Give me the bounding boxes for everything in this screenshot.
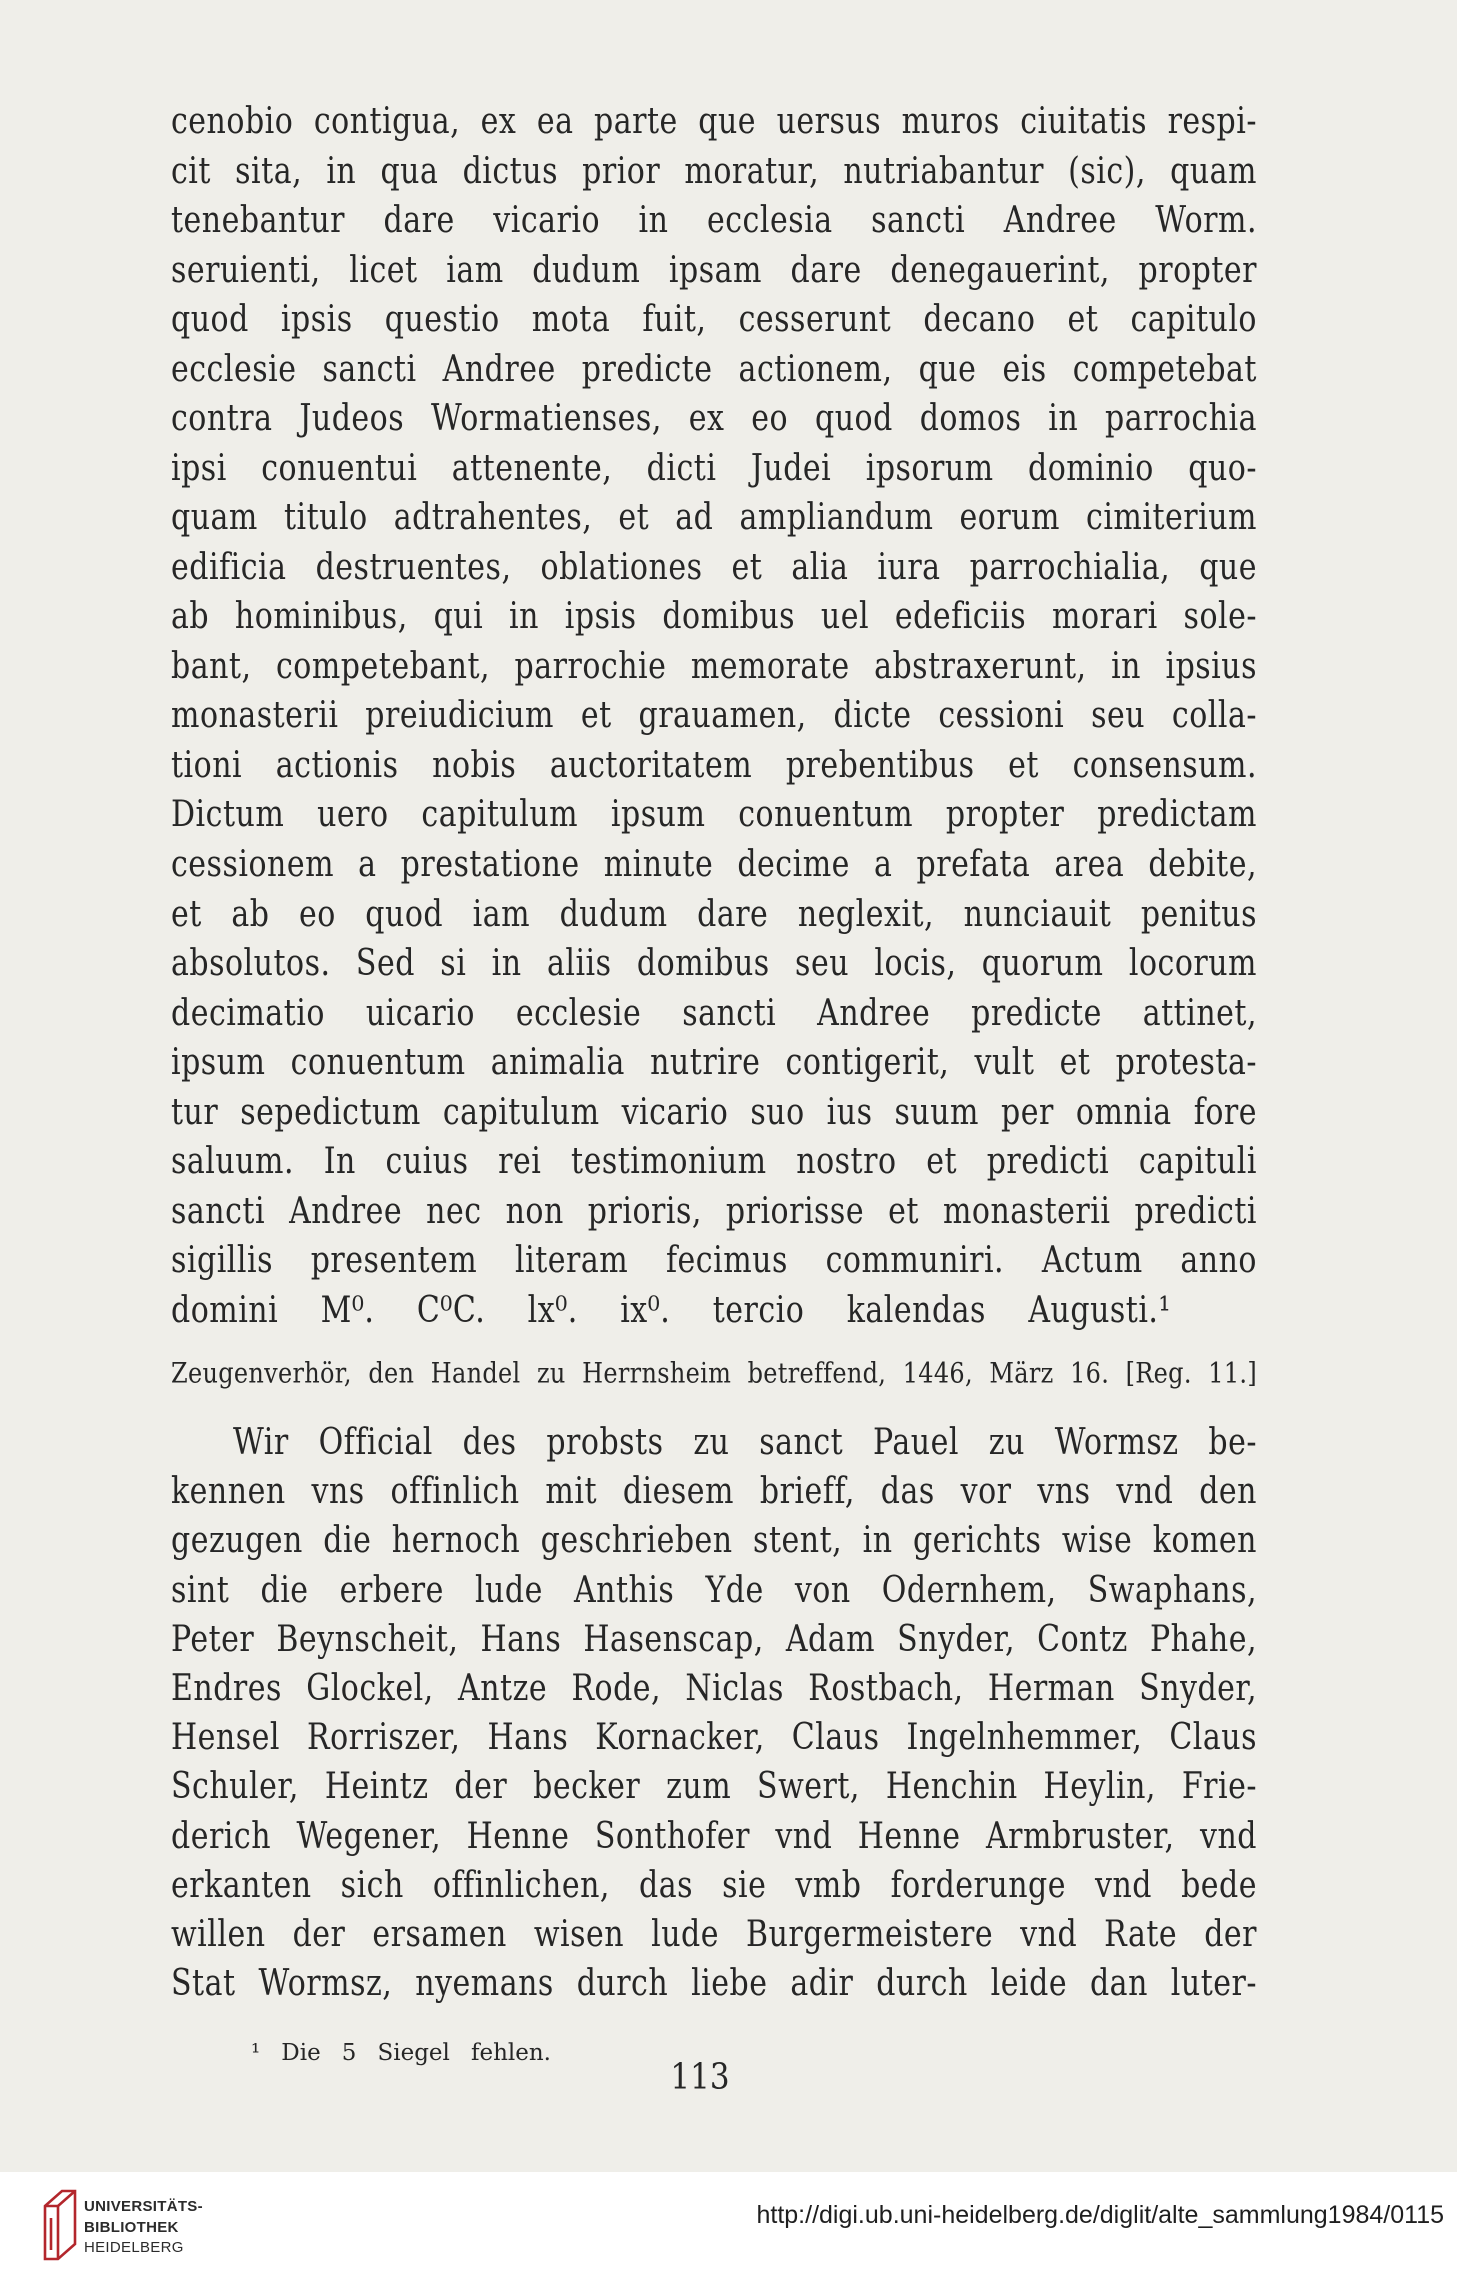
text-line: Endres Glockel, Antze Rode, Niclas Rostbach, Herman Snyder,	[171, 1667, 1257, 1710]
text-line: decimatio uicario ecclesie sancti Andree predicte attinet,	[171, 992, 1257, 1035]
text-line: cenobio contigua, ex ea parte que uersus muros ciuitatis respi-	[171, 100, 1257, 143]
text-line: ab hominibus, qui in ipsis domibus uel edeficiis morari sole-	[171, 595, 1257, 638]
ub-heidelberg-logo-icon	[42, 2188, 78, 2262]
text-line: contra Judeos Wormatienses, ex eo quod domos in parrochia	[171, 397, 1257, 440]
text-line: Schuler, Heintz der becker zum Swert, Henchin Heylin, Frie-	[171, 1765, 1257, 1808]
text-line: tur sepedictum capitulum vicario suo ius suum per omnia fore	[171, 1091, 1257, 1134]
library-name-line: UNIVERSITÄTS-	[84, 2198, 203, 2215]
text-line: Hensel Rorriszer, Hans Kornacker, Claus Ingelnhemmer, Claus	[171, 1716, 1257, 1759]
library-name-line: HEIDELBERG	[84, 2239, 184, 2256]
text-line: tioni actionis nobis auctoritatem prebentibus et consensum.	[171, 744, 1257, 787]
text-line: gezugen die hernoch geschrieben stent, in gerichts wise komen	[171, 1519, 1257, 1562]
text-line: sancti Andree nec non prioris, priorisse et monasterii predicti	[171, 1190, 1257, 1233]
text-line: cit sita, in qua dictus prior moratur, nutriabantur (sic), quam	[171, 149, 1257, 192]
text-line: saluum. In cuius rei testimonium nostro et predicti capituli	[171, 1140, 1257, 1183]
library-logo-text	[84, 2197, 203, 2259]
text-line: bant, competebant, parrochie memorate abstraxerunt, in ipsius	[171, 645, 1257, 688]
section-heading: Zeugenverhör, den Handel zu Herrnsheim betreffend, 1446, März 16. [Reg. 11.]	[171, 1357, 1257, 1390]
text-line: Peter Beynscheit, Hans Hasenscap, Adam Snyder, Contz Phahe,	[171, 1618, 1257, 1661]
text-line: willen der ersamen wisen lude Burgermeistere vnd Rate der	[171, 1913, 1257, 1956]
text-line: sigillis presentem literam fecimus communiri. Actum anno	[171, 1239, 1257, 1282]
text-line: kennen vns offinlich mit diesem brieff, das vor vns vnd den	[171, 1470, 1257, 1513]
text-line: seruienti, licet iam dudum ipsam dare denegauerint, propter	[171, 249, 1257, 292]
text-line: Dictum uero capitulum ipsum conuentum propter predictam	[171, 793, 1257, 836]
footnote: ¹ Die 5 Siegel fehlen.	[251, 2040, 551, 2066]
text-line: ipsi conuentui attenente, dicti Judei ipsorum dominio quo-	[171, 447, 1257, 490]
text-line: ipsum conuentum animalia nutrire contigerit, vult et protesta-	[171, 1041, 1257, 1084]
text-line: ecclesie sancti Andree predicte actionem, que eis competebat	[171, 348, 1257, 391]
text-line: quod ipsis questio mota fuit, cesserunt decano et capitulo	[171, 298, 1257, 341]
text-line: erkanten sich offinlichen, das sie vmb forderunge vnd bede	[171, 1864, 1257, 1907]
text-line: absolutos. Sed si in aliis domibus seu locis, quorum locorum	[171, 942, 1257, 985]
paragraph-2	[171, 1419, 1257, 2009]
page-number: 113	[670, 2056, 730, 2098]
text-line: quam titulo adtrahentes, et ad ampliandum eorum cimiterium	[171, 496, 1257, 539]
footer-bar	[0, 2172, 1457, 2287]
text-line: et ab eo quod iam dudum dare neglexit, nunciauit penitus	[171, 892, 1257, 935]
text-line: cessionem a prestatione minute decime a prefata area debite,	[171, 843, 1257, 886]
text-line: edificia destruentes, oblationes et alia iura parrochialia, que	[171, 546, 1257, 589]
text-line: Wir Official des probsts zu sanct Pauel zu Wormsz be-	[233, 1421, 1257, 1464]
text-line: domini M⁰. C⁰C. lx⁰. ix⁰. tercio kalendas Augusti.¹	[171, 1289, 1171, 1332]
text-line: monasterii preiudicium et grauamen, dicte cessioni seu colla-	[171, 694, 1257, 737]
paragraph-1	[171, 98, 1257, 1336]
text-line: tenebantur dare vicario in ecclesia sancti Andree Worm.	[171, 199, 1257, 242]
text-line: derich Wegener, Henne Sonthofer vnd Henne Armbruster, vnd	[171, 1815, 1257, 1858]
library-name-line: BIBLIOTHEK	[84, 2218, 179, 2236]
permalink-url: http://digi.ub.uni-heidelberg.de/diglit/alte_sammlung1984/0115	[756, 2201, 1444, 2229]
text-line: sint die erbere lude Anthis Yde von Odernhem, Swaphans,	[171, 1569, 1257, 1612]
text-line: Stat Wormsz, nyemans durch liebe adir durch leide dan luter-	[171, 1962, 1257, 2005]
